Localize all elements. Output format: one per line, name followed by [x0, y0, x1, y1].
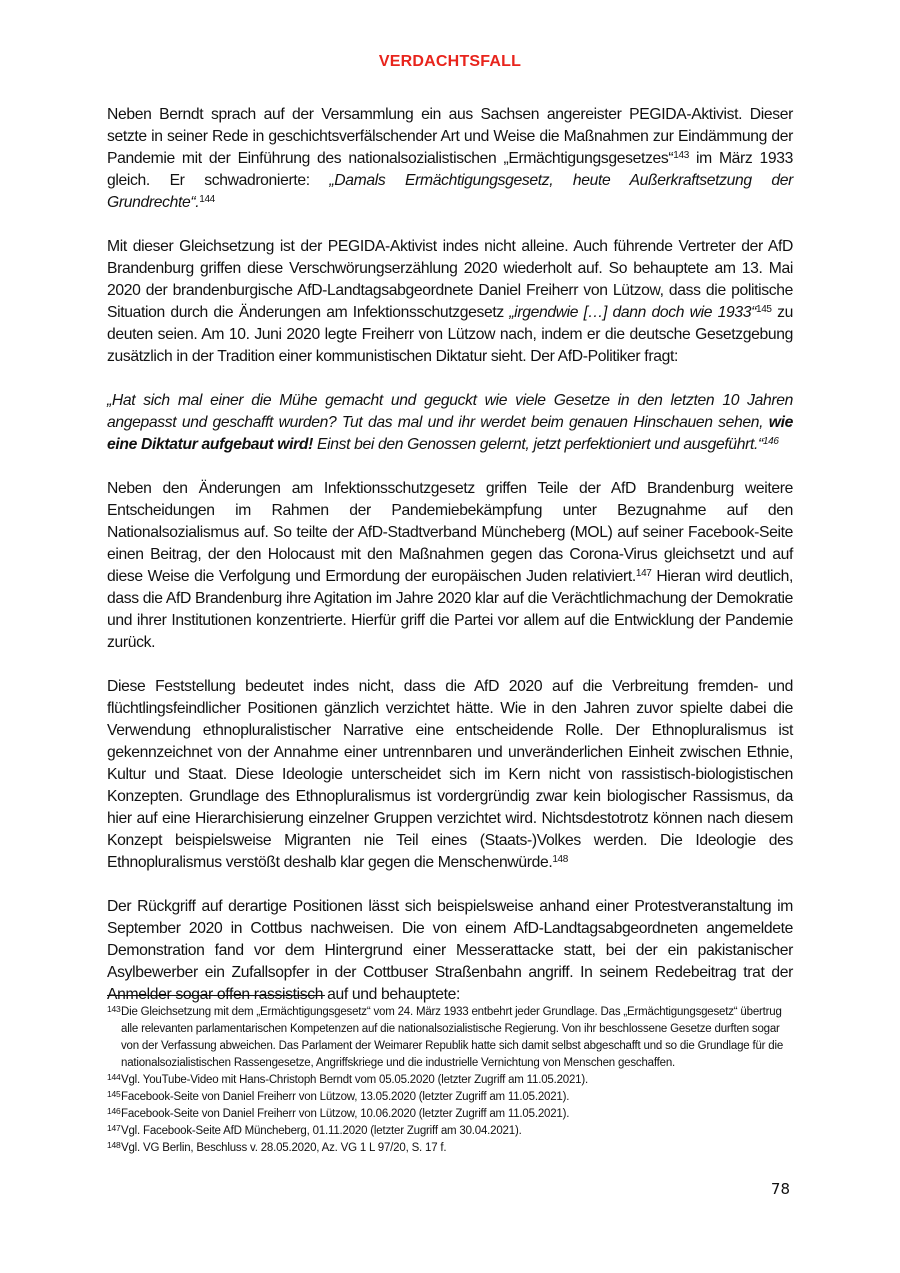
footnote-ref[interactable]: 148	[552, 854, 568, 865]
footnote-ref[interactable]: 145	[755, 304, 772, 315]
paragraph-text: zu deuten seien. Am 10. Juni 2020 legte Freiherr von Lützow nach, indem er die deutsche Gesetzgebung zusätzlich in der Tradition einer kommunistischen Diktatur sieht. Der AfD-Politiker fragt:	[107, 304, 793, 365]
body-text	[107, 104, 793, 1028]
page-number: 78	[770, 1180, 790, 1198]
footnote-separator	[107, 995, 325, 996]
footnote-ref[interactable]: 146	[762, 436, 779, 447]
quote-bold-text: wie eine Diktatur aufgebaut wird!	[107, 414, 793, 453]
footnote-item: 144Vgl. YouTube-Video mit Hans-Christoph Berndt vom 05.05.2020 (letzter Zugriff am 11.05.2021).	[107, 1072, 589, 1086]
quote-text: „Damals Ermächtigungsgesetz, heute Außerkraftsetzung der Grundrechte“.	[107, 172, 794, 211]
footnote-item: 147Vgl. Facebook-Seite AfD Müncheberg, 01.11.2020 (letzter Zugriff am 30.04.2021).	[107, 1123, 522, 1137]
footnotes	[107, 1004, 787, 1157]
footnote-text: Vgl. VG Berlin, Beschluss v. 28.05.2020, Az. VG 1 L 97/20, S. 17 f.	[121, 1142, 447, 1154]
page-header-title: VERDACHTSFALL	[378, 53, 522, 70]
footnote-ref[interactable]: 144	[199, 194, 215, 205]
paragraph-text: Mit dieser Gleichsetzung ist der PEGIDA-Aktivist indes nicht alleine. Auch führende Vertreter der AfD Brandenburg griffen diese Verschwörungserzählung 2020 wiederholt auf. So behauptete am 13. Mai 2020 der brandenburgische AfD-Landtagsabgeordnete Daniel Freiherr von Lützow, dass die politische Situation durch die Änderungen am Infektionsschutzgesetz	[107, 238, 793, 321]
paragraph-3-quote	[107, 390, 793, 456]
footnote-text: Facebook-Seite von Daniel Freiherr von Lützow, 13.05.2020 (letzter Zugriff am 11.05.2021).	[121, 1091, 570, 1103]
footnote-text: Vgl. YouTube-Video mit Hans-Christoph Berndt vom 05.05.2020 (letzter Zugriff am 11.05.2021).	[121, 1074, 589, 1086]
paragraph-text: Hieran wird deutlich, dass die AfD Brandenburg ihre Agitation im Jahre 2020 klar auf die Verächtlichmachung der Demokratie und ihrer Institutionen konzentrierte. Hierfür griff die Partei vor allem auf die Entwicklung der Pandemie zurück.	[107, 568, 793, 651]
paragraph-text: Neben den Änderungen am Infektionsschutzgesetz griffen Teile der AfD Brandenburg weitere Entscheidungen im Rahmen der Pandemiebekämpfung unter Bezugnahme auf den Nationalsozialismus auf. So teilte der AfD-Stadtverband Müncheberg (MOL) auf seiner Facebook-Seite einen Beitrag, der den Holocaust mit den Maßnahmen gegen das Corona-Virus gleichsetzt und auf diese Weise die Verfolgung und Ermordung der europäischen Juden relativiert.	[107, 480, 793, 585]
paragraph-text: Der Rückgriff auf derartige Positionen lässt sich beispielsweise anhand einer Protestveranstaltung im September 2020 in Cottbus nachweisen. Die von einem AfD-Landtagsabgeordneten angemeldete Demonstration fand vor dem Hintergrund einer Messerattacke statt, bei der ein pakistanischer Asylbewerber ein Zufallsopfer in der Cottbuser Straßenbahn angriff. In seinem Redebeitrag trat der Anmelder sogar offen rassistisch auf und behauptete:	[107, 898, 793, 1003]
paragraph-4	[107, 478, 793, 654]
footnote-text: Vgl. Facebook-Seite AfD Müncheberg, 01.11.2020 (letzter Zugriff am 30.04.2021).	[121, 1125, 522, 1137]
paragraph-text: im März 1933 gleich. Er schwadronierte:	[107, 150, 793, 189]
paragraph-5	[107, 676, 793, 874]
quote-text: „Hat sich mal einer die Mühe gemacht und geguckt wie viele Gesetze in den letzten 10 Jahren angepasst und geschafft wurden? Tut das mal und ihr werdet beim genauen Hinschauen sehen,	[107, 392, 793, 431]
paragraph-text: Diese Feststellung bedeutet indes nicht, dass die AfD 2020 auf die Verbreitung fremden- und flüchtlingsfeindlicher Positionen gänzlich verzichtet hätte. Wie in den Jahren zuvor spielte dabei die Verwendung ethnopluralistischer Narrative eine entscheidende Rolle. Der Ethnopluralismus ist gekennzeichnet von der Annahme einer untrennbaren und unveränderlichen Einheit zwischen Ethnie, Kultur und Staat. Diese Ideologie unterscheidet sich im Kern nicht von rassistisch-biologistischen Konzepten. Grundlage des Ethnopluralismus ist vordergründig zwar kein biologischer Rassismus, da hier auf eine Hierarchisierung einzelner Gruppen verzichtet wird. Nichtsdestotrotz können nach diesem Konzept beispielsweise Migranten nie Teil eines (Staats-)Volkes werden. Die Ideologie des Ethnopluralismus verstößt deshalb klar gegen die Menschenwürde.	[107, 678, 793, 871]
footnote-text: Die Gleichsetzung mit dem „Ermächtigungsgesetz“ vom 24. März 1933 entbehrt jeder Grundlage. Das „Ermächtigungsgesetz“ übertrug alle relevanten parlamentarischen Kompetenzen auf die nationalsozialistische Regierung. Von ihr beschlossene Gesetze durften sogar von der Verfassung abweichen. Das Parlament der Weimarer Republik hatte sich damit selbst abgeschafft und so die Grundlage für die nationalsozialistischen Rassengesetze, Angriffskriege und die industrielle Vernichtung von Menschen geschaffen.	[121, 1006, 784, 1069]
quote-text: „irgendwie […] dann doch wie 1933“	[509, 304, 756, 321]
paragraph-2	[107, 236, 793, 368]
paragraph-1	[107, 104, 793, 214]
quote-text: Einst bei den Genossen gelernt, jetzt perfektioniert und ausgeführt.“	[313, 436, 763, 453]
footnote-item: 146Facebook-Seite von Daniel Freiherr von Lützow, 10.06.2020 (letzter Zugriff am 11.05.2021).	[107, 1106, 570, 1120]
paragraph-text: Neben Berndt sprach auf der Versammlung ein aus Sachsen angereister PEGIDA-Aktivist. Dieser setzte in seiner Rede in geschichtsverfälschender Art und Weise die Maßnahmen zur Eindämmung der Pandemie mit der Einführung des nationalsozialistischen „Ermächtigungsgesetzes“	[107, 106, 793, 167]
footnote-item: 145Facebook-Seite von Daniel Freiherr von Lützow, 13.05.2020 (letzter Zugriff am 11.05.2021).	[107, 1089, 570, 1103]
footnote-ref[interactable]: 143	[673, 150, 689, 161]
footnote-item: 148Vgl. VG Berlin, Beschluss v. 28.05.2020, Az. VG 1 L 97/20, S. 17 f.	[107, 1140, 447, 1154]
paragraph-6	[107, 896, 793, 1006]
footnote-item: 143Die Gleichsetzung mit dem „Ermächtigungsgesetz“ vom 24. März 1933 entbehrt jeder Grundlage. Das „Ermächtigungsgesetz“ übertrug alle relevanten parlamentarischen Kompetenzen auf die nationalsozialistische Regierung. Von ihr beschlossene Gesetze durften sogar von der Verfassung abweichen. Das Parlament der Weimarer Republik hatte sich damit selbst abgeschafft und so die Grundlage für die nationalsozialistischen Rassengesetze, Angriffskriege und die industrielle Vernichtung von Menschen geschaffen.	[107, 1004, 784, 1069]
footnote-ref[interactable]: 147	[635, 568, 652, 579]
footnote-text: Facebook-Seite von Daniel Freiherr von Lützow, 10.06.2020 (letzter Zugriff am 11.05.2021).	[121, 1108, 570, 1120]
